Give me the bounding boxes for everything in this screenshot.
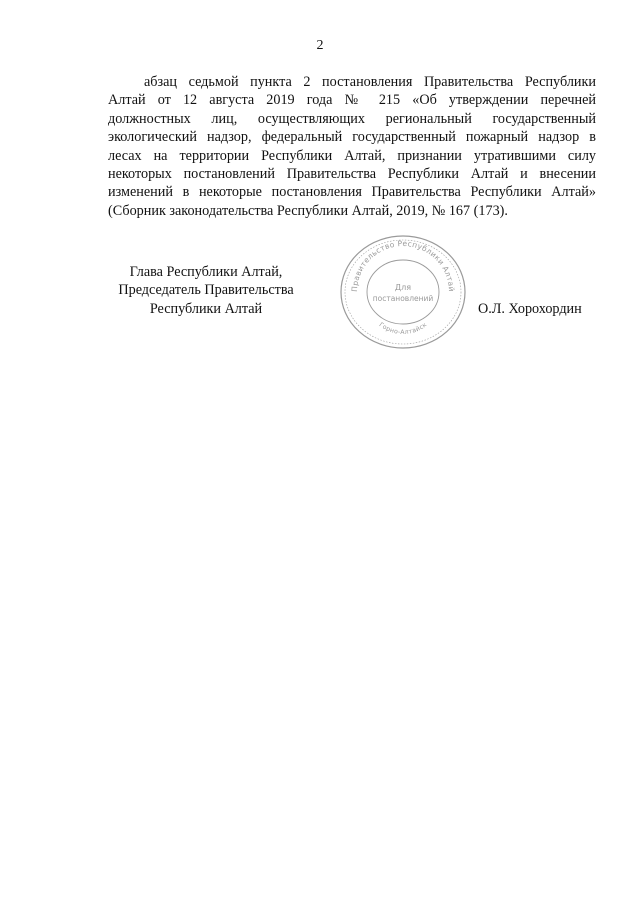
body-line: изменений в некоторые постановления Правительства Республики Алтай» bbox=[108, 184, 596, 201]
signer-title bbox=[96, 263, 316, 318]
body-paragraph bbox=[108, 73, 596, 220]
official-seal bbox=[339, 234, 467, 350]
seal-center-line1: Для bbox=[394, 283, 412, 292]
seal-inner-ring bbox=[367, 260, 439, 324]
body-line: экологический надзор, федеральный государственный пожарный надзор в bbox=[108, 129, 596, 146]
body-line: некоторых постановлений Правительства Республики Алтай и внесении bbox=[108, 166, 596, 183]
signer-title-line: Республики Алтай bbox=[149, 300, 263, 317]
body-line: должностных лиц, осуществляющих региональный государственный bbox=[108, 110, 596, 127]
signer-title-line: Председатель Правительства bbox=[118, 282, 294, 299]
seal-outer-text: Правительство Республики Алтай bbox=[349, 238, 457, 293]
signer-title-line: Глава Республики Алтай, bbox=[129, 264, 283, 280]
seal-dotted-ring bbox=[345, 240, 461, 344]
body-line: лесах на территории Республики Алтай, признании утратившими силу bbox=[108, 147, 596, 164]
page-number: 2 bbox=[316, 38, 324, 53]
signer-name: О.Л. Хорохордин bbox=[478, 301, 582, 317]
seal-center-line2: постановлений bbox=[372, 294, 434, 303]
body-line: абзац седьмой пункта 2 постановления Правительства Республики bbox=[144, 74, 596, 90]
body-line: Алтай от 12 августа 2019 года № 215 «Об утверждении перечней bbox=[108, 92, 596, 109]
seal-bottom-text: Горно-Алтайск bbox=[377, 321, 429, 337]
body-line: (Сборник законодательства Республики Алтай, 2019, № 167 (173). bbox=[108, 202, 508, 219]
